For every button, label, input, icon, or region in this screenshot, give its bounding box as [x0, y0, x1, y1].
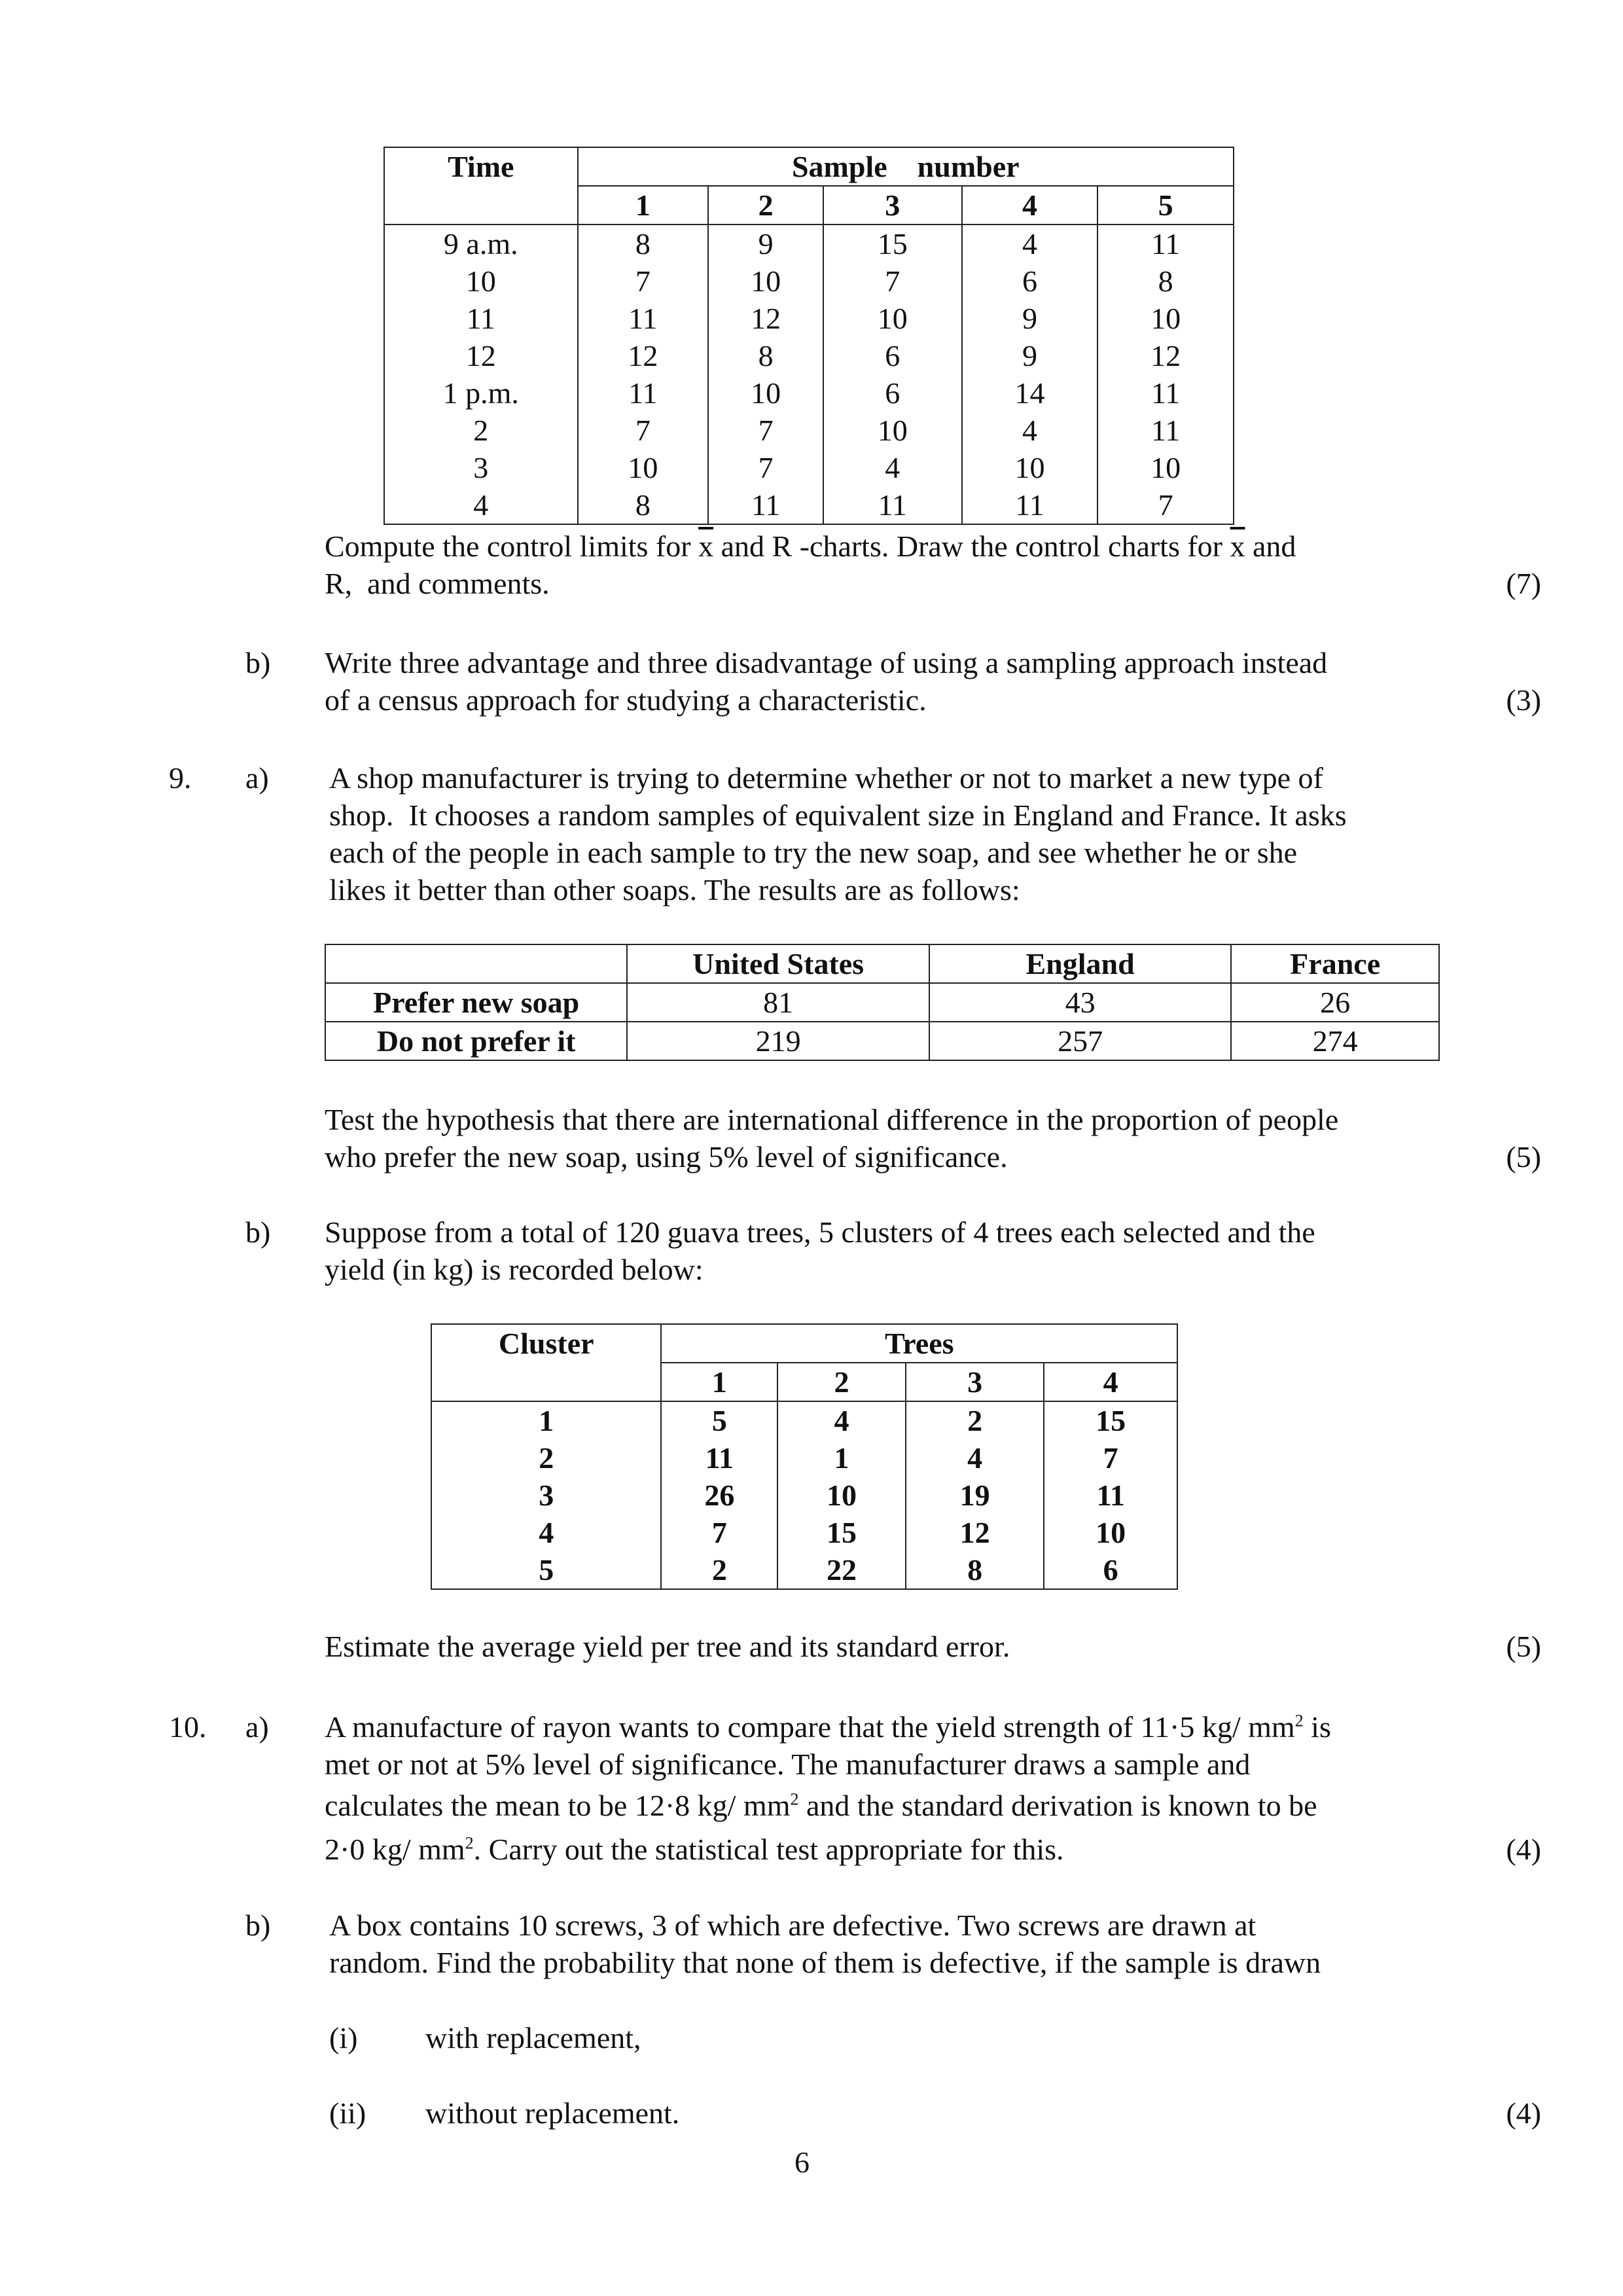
- q9a-after-line2: who prefer the new soap, using 5% level of significance.: [325, 1140, 1008, 1174]
- q9-number: 9.: [169, 761, 192, 795]
- soap-table-corner: [325, 944, 627, 983]
- cluster-cell: 1: [431, 1401, 661, 1439]
- q8b-marks: (3): [1506, 683, 1541, 717]
- cluster-header-spacer: [431, 1363, 661, 1401]
- table-row: [384, 337, 1234, 374]
- table-row: [384, 262, 1234, 300]
- yield-cell: 15: [1044, 1401, 1177, 1439]
- q8b-line2: of a census approach for studying a characteristic.: [325, 683, 927, 717]
- cluster-cell: 2: [431, 1439, 661, 1477]
- value-cell: 6: [962, 262, 1098, 300]
- sample-col-1: 1: [578, 186, 709, 224]
- q8a-text-4: and: [1253, 529, 1296, 563]
- q10a-line4: [325, 1831, 1064, 1868]
- yield-cell: 1: [777, 1439, 906, 1477]
- value-cell: 4: [962, 412, 1098, 449]
- q10a-line1: [325, 1708, 1331, 1746]
- time-cell: 2: [384, 412, 578, 449]
- yield-cell: 12: [906, 1514, 1044, 1551]
- q9a-line4: likes it better than other soaps. The results are as follows:: [329, 873, 1020, 906]
- sample-col-5: 5: [1097, 186, 1234, 224]
- value-cell: 10: [708, 262, 823, 300]
- q10a-text-3: calculates the mean to be: [325, 1789, 628, 1822]
- header-france: France: [1231, 944, 1439, 983]
- yield-cell: 10: [1044, 1514, 1177, 1551]
- time-cell: 3: [384, 449, 578, 486]
- row-prefer-new-soap: Prefer new soap: [325, 983, 627, 1022]
- q10b-i-text: with replacement,: [425, 2021, 641, 2054]
- sample-col-3: 3: [823, 186, 962, 224]
- q8a-text-2: and: [721, 529, 765, 563]
- page-number: 6: [794, 2145, 810, 2179]
- superscript: 2: [465, 1833, 474, 1853]
- yield-cell: 7: [661, 1514, 777, 1551]
- value-cell: 11: [962, 486, 1098, 524]
- yield-cell: 4: [777, 1401, 906, 1439]
- q9b-label: b): [245, 1215, 271, 1249]
- value-cell: 8: [708, 337, 823, 374]
- yield-cell: 6: [1044, 1551, 1177, 1589]
- table-row: [384, 224, 1234, 262]
- sample-number-header: Sample number: [578, 147, 1234, 186]
- q10-number: 10.: [169, 1710, 207, 1744]
- q10b-marks: (4): [1506, 2096, 1541, 2130]
- value-cell: 11: [823, 486, 962, 524]
- value-cell: 10: [823, 300, 962, 337]
- value-cell: 7: [1097, 486, 1234, 524]
- q9a-marks: (5): [1506, 1140, 1541, 1174]
- cell: 81: [627, 983, 929, 1022]
- value-cell: 15: [823, 224, 962, 262]
- q10a-text-4: and the standard derivation is known to be: [806, 1789, 1317, 1822]
- superscript: 2: [1294, 1711, 1304, 1731]
- time-cell: 1 p.m.: [384, 374, 578, 412]
- table-row: [431, 1439, 1177, 1477]
- sample-data-table: [383, 147, 1234, 525]
- q9a-label: a): [245, 761, 269, 795]
- yield-cell: 10: [777, 1477, 906, 1514]
- table-row: [384, 300, 1234, 337]
- value-cell: 8: [578, 486, 709, 524]
- r-symbol: R: [772, 529, 793, 563]
- sample-col-2: 2: [708, 186, 823, 224]
- cell: 43: [929, 983, 1231, 1022]
- value-cell: 7: [708, 412, 823, 449]
- q9b-line2: yield (in kg) is recorded below:: [325, 1253, 704, 1286]
- value-cell: 7: [823, 262, 962, 300]
- value-cell: 10: [708, 374, 823, 412]
- table-row: [384, 374, 1234, 412]
- time-cell: 9 a.m.: [384, 224, 578, 262]
- yield-cell: 2: [906, 1401, 1044, 1439]
- q9a-line1: A shop manufacturer is trying to determine whether or not to market a new type of: [329, 761, 1323, 795]
- q9a-line3: each of the people in each sample to try the new soap, and see whether he or she: [329, 836, 1298, 869]
- table-row: [384, 449, 1234, 486]
- value-cell: 7: [708, 449, 823, 486]
- cell: 219: [627, 1022, 929, 1060]
- value-cell: 12: [578, 337, 709, 374]
- cluster-header: Cluster: [431, 1324, 661, 1363]
- yield-cell: 15: [777, 1514, 906, 1551]
- value-cell: 8: [1097, 262, 1234, 300]
- q10b-ii-text: without replacement.: [425, 2096, 680, 2130]
- value-cell: 8: [578, 224, 709, 262]
- yield-cell: 11: [661, 1439, 777, 1477]
- yield-strength-value: 11·5 kg/ mm: [1140, 1710, 1295, 1744]
- cell: 26: [1231, 983, 1439, 1022]
- row-do-not-prefer: Do not prefer it: [325, 1022, 627, 1060]
- value-cell: 6: [823, 337, 962, 374]
- value-cell: 9: [962, 300, 1098, 337]
- table-row: [431, 1477, 1177, 1514]
- cluster-cell: 4: [431, 1514, 661, 1551]
- cluster-cell: 3: [431, 1477, 661, 1514]
- time-cell: 4: [384, 486, 578, 524]
- value-cell: 11: [708, 486, 823, 524]
- q8b-label: b): [245, 646, 271, 679]
- q10a-line3: [325, 1787, 1317, 1824]
- value-cell: 4: [962, 224, 1098, 262]
- sample-col-4: 4: [962, 186, 1098, 224]
- q9b-marks: (5): [1506, 1630, 1541, 1663]
- value-cell: 6: [823, 374, 962, 412]
- cell: 274: [1231, 1022, 1439, 1060]
- q10b-label: b): [245, 1909, 271, 1942]
- yield-cell: 7: [1044, 1439, 1177, 1477]
- value-cell: 11: [1097, 224, 1234, 262]
- time-cell: 11: [384, 300, 578, 337]
- time-cell: 10: [384, 262, 578, 300]
- sd-value: 2·0 kg/ mm: [325, 1833, 465, 1866]
- value-cell: 10: [823, 412, 962, 449]
- value-cell: 12: [1097, 337, 1234, 374]
- cluster-cell: 5: [431, 1551, 661, 1589]
- table-row: [431, 1551, 1177, 1589]
- tree-col-3: 3: [906, 1363, 1044, 1401]
- value-cell: 10: [578, 449, 709, 486]
- value-cell: 11: [578, 300, 709, 337]
- trees-header: Trees: [661, 1324, 1177, 1363]
- q10a-marks: (4): [1506, 1833, 1541, 1866]
- q8b-line1: Write three advantage and three disadvantage of using a sampling approach instead: [325, 646, 1328, 679]
- soap-preference-table: [325, 944, 1440, 1061]
- table-row: [384, 486, 1234, 524]
- table-row: [384, 412, 1234, 449]
- q10a-text-2: is: [1311, 1710, 1331, 1744]
- q8a-line1: [325, 528, 1296, 565]
- value-cell: 10: [1097, 300, 1234, 337]
- value-cell: 7: [578, 262, 709, 300]
- q10a-line2: met or not at 5% level of significance. The manufacturer draws a sample and: [325, 1748, 1251, 1781]
- q10b-line2: random. Find the probability that none of them is defective, if the sample is drawn: [329, 1946, 1321, 1979]
- yield-cell: 4: [906, 1439, 1044, 1477]
- q9a-line2: shop. It chooses a random samples of equivalent size in England and France. It asks: [329, 798, 1347, 832]
- yield-cell: 5: [661, 1401, 777, 1439]
- value-cell: 10: [1097, 449, 1234, 486]
- q9a-after-line1: Test the hypothesis that there are international difference in the proportion of people: [325, 1103, 1339, 1136]
- q10b-line1: A box contains 10 screws, 3 of which are defective. Two screws are drawn at: [329, 1909, 1257, 1942]
- yield-cell: 11: [1044, 1477, 1177, 1514]
- q8a-line2: R, and comments.: [325, 567, 550, 600]
- q8a-marks: (7): [1506, 567, 1541, 600]
- tree-col-4: 4: [1044, 1363, 1177, 1401]
- q9b-line1: Suppose from a total of 120 guava trees, 5 clusters of 4 trees each selected and the: [325, 1215, 1315, 1249]
- cluster-yield-table: [431, 1323, 1178, 1590]
- value-cell: 4: [823, 449, 962, 486]
- time-header-spacer: [384, 186, 578, 224]
- q8a-text-1: Compute the control limits for: [325, 529, 691, 563]
- cell: 257: [929, 1022, 1231, 1060]
- time-header: Time: [384, 147, 578, 186]
- value-cell: 10: [962, 449, 1098, 486]
- yield-cell: 2: [661, 1551, 777, 1589]
- q9b-after: Estimate the average yield per tree and its standard error.: [325, 1630, 1010, 1663]
- table-row: [431, 1401, 1177, 1439]
- q10b-ii-label: (ii): [329, 2096, 366, 2130]
- yield-cell: 26: [661, 1477, 777, 1514]
- tree-col-1: 1: [661, 1363, 777, 1401]
- q10a-label: a): [245, 1710, 269, 1744]
- q8a-text-3: -charts. Draw the control charts for: [799, 529, 1222, 563]
- value-cell: 9: [962, 337, 1098, 374]
- yield-cell: 22: [777, 1551, 906, 1589]
- header-england: England: [929, 944, 1231, 983]
- table-row: [431, 1514, 1177, 1551]
- yield-cell: 8: [906, 1551, 1044, 1589]
- header-united-states: United States: [627, 944, 929, 983]
- value-cell: 11: [578, 374, 709, 412]
- value-cell: 11: [1097, 374, 1234, 412]
- q10b-i-label: (i): [329, 2021, 358, 2054]
- x-bar-symbol-2: $\overline{x}$: [1230, 529, 1245, 563]
- value-cell: 9: [708, 224, 823, 262]
- value-cell: 11: [1097, 412, 1234, 449]
- value-cell: 7: [578, 412, 709, 449]
- x-bar-symbol: $\overline{x}$: [698, 529, 714, 563]
- value-cell: 12: [708, 300, 823, 337]
- mean-value: 12·8 kg/ mm: [634, 1789, 791, 1822]
- tree-col-2: 2: [777, 1363, 906, 1401]
- value-cell: 14: [962, 374, 1098, 412]
- q10a-text-1: A manufacture of rayon wants to compare that the yield strength of: [325, 1710, 1133, 1744]
- superscript: 2: [790, 1789, 799, 1809]
- q10a-text-5: . Carry out the statistical test appropriate for this.: [473, 1833, 1064, 1866]
- time-cell: 12: [384, 337, 578, 374]
- yield-cell: 19: [906, 1477, 1044, 1514]
